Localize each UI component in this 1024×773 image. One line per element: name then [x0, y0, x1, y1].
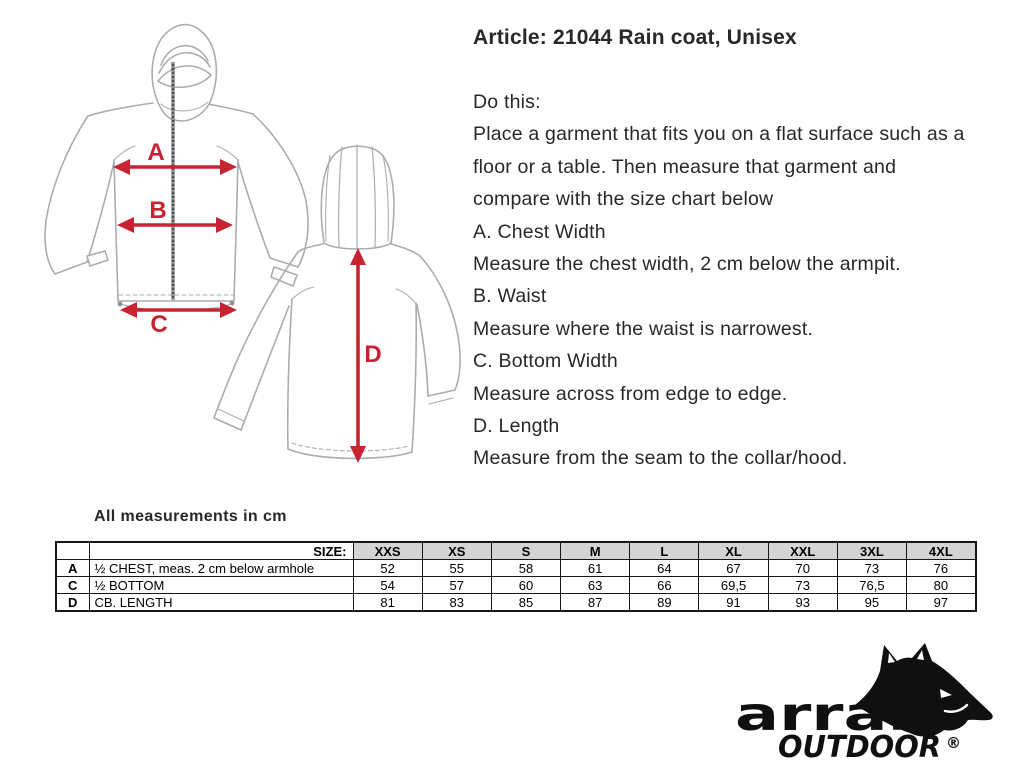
size-col-header: 3XL	[837, 542, 906, 560]
row-label: ½ CHEST, meas. 2 cm below armhole	[89, 560, 353, 577]
row-key: D	[56, 594, 89, 612]
size-col-header: M	[561, 542, 630, 560]
value-cell: 70	[768, 560, 837, 577]
size-col-header: XL	[699, 542, 768, 560]
brand-logo	[688, 633, 1008, 765]
size-col-header: L	[630, 542, 699, 560]
value-cell: 69,5	[699, 577, 768, 594]
measure-item-label: D. Length	[473, 415, 560, 438]
instructions-line: compare with the size chart below	[473, 188, 774, 211]
size-col-header: XXL	[768, 542, 837, 560]
corner-cell	[56, 542, 89, 560]
value-cell: 83	[422, 594, 491, 612]
brand-wordmark: arrak	[735, 687, 933, 741]
instructions-heading: Do this:	[473, 91, 541, 113]
row-label: ½ BOTTOM	[89, 577, 353, 594]
label-b: B	[149, 197, 167, 224]
measure-item-description: Measure where the waist is narrowest.	[473, 317, 814, 340]
arrow-waist-b	[117, 217, 233, 233]
size-col-header: 4XL	[907, 542, 976, 560]
value-cell: 57	[422, 577, 491, 594]
measure-item-label: A. Chest Width	[473, 220, 606, 243]
arrow-chest-a	[113, 159, 237, 175]
measure-item-label: C. Bottom Width	[473, 350, 618, 373]
value-cell: 93	[768, 594, 837, 612]
brand-subtitle: OUTDOOR	[778, 730, 941, 765]
table-header-row	[56, 542, 976, 560]
value-cell: 95	[837, 594, 906, 612]
value-cell: 73	[768, 577, 837, 594]
measure-item-description: Measure from the seam to the collar/hood.	[473, 447, 848, 470]
value-cell: 66	[630, 577, 699, 594]
table-row-chest	[56, 560, 976, 577]
back-jacket-drawing	[214, 145, 460, 458]
size-col-header: XS	[422, 542, 491, 560]
size-chart-table	[55, 541, 977, 612]
row-key: C	[56, 577, 89, 594]
instructions-line: floor or a table. Then measure that garment and	[473, 155, 897, 178]
label-a: A	[147, 139, 165, 166]
value-cell: 63	[561, 577, 630, 594]
value-cell: 81	[353, 594, 422, 612]
value-cell: 80	[907, 577, 976, 594]
measuring-instructions	[473, 86, 1003, 475]
label-c: C	[150, 311, 168, 338]
value-cell: 73	[837, 560, 906, 577]
measure-item-label: B. Waist	[473, 285, 547, 308]
table-row-bottom	[56, 577, 976, 594]
table-caption: All measurements in cm	[94, 508, 287, 525]
size-col-header: XXS	[353, 542, 422, 560]
table-row-length	[56, 594, 976, 612]
value-cell: 97	[907, 594, 976, 612]
size-header-cell: SIZE:	[89, 542, 353, 560]
value-cell: 91	[699, 594, 768, 612]
row-label: CB. LENGTH	[89, 594, 353, 612]
label-d: D	[364, 341, 382, 368]
value-cell: 64	[630, 560, 699, 577]
instructions-line: Place a garment that fits you on a flat surface such as a	[473, 123, 965, 146]
value-cell: 85	[491, 594, 560, 612]
arrow-bottom-c	[120, 302, 237, 318]
value-cell: 61	[561, 560, 630, 577]
value-cell: 54	[353, 577, 422, 594]
value-cell: 60	[491, 577, 560, 594]
row-key: A	[56, 560, 89, 577]
article-title: Article: 21044 Rain coat, Unisex	[473, 26, 797, 49]
value-cell: 87	[561, 594, 630, 612]
value-cell: 67	[699, 560, 768, 577]
value-cell: 76	[907, 560, 976, 577]
value-cell: 55	[422, 560, 491, 577]
value-cell: 58	[491, 560, 560, 577]
measure-item-description: Measure the chest width, 2 cm below the armpit.	[473, 253, 901, 276]
measure-item-description: Measure across from edge to edge.	[473, 382, 788, 405]
value-cell: 52	[353, 560, 422, 577]
right-cuff-tab	[271, 267, 297, 286]
value-cell: 89	[630, 594, 699, 612]
size-col-header: S	[491, 542, 560, 560]
measurement-diagram	[30, 5, 480, 485]
value-cell: 76,5	[837, 577, 906, 594]
registered-mark: ®	[946, 734, 961, 752]
